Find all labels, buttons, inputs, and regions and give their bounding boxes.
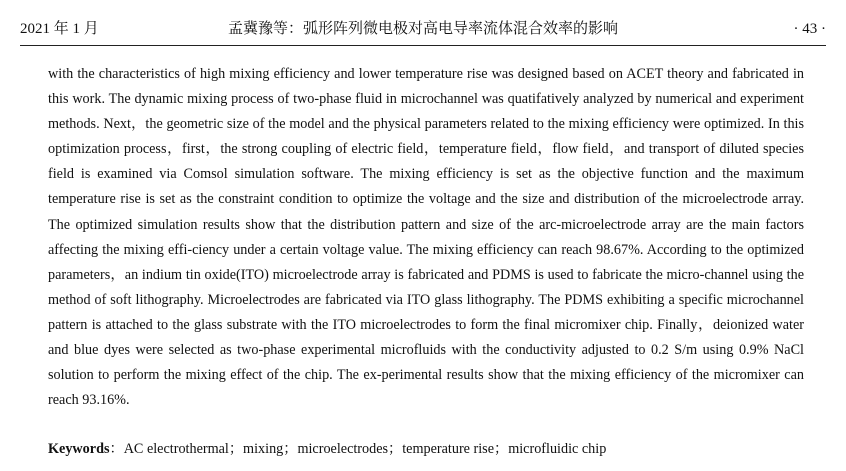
running-header xyxy=(20,16,826,42)
keywords-line xyxy=(48,437,808,462)
abstract-paragraph: with the characteristics of high mixing efficiency and lower temperature rise was designed based on ACET theory and fabricated in this work. The dynamic mixing process of two-phase fluid in microchannel was quatifatively analyzed by numerical and experiment methods. Next，the geometric size of the model and the physical parameters related to the mixing efficiency were optimized. In this optimization process，first，the strong coupling of electric field，temperature field，flow field，and transport of diluted species field is examined via Comsol simulation software. The mixing efficiency is set as the objective function and the maximum temperature rise is set as the constraint condition to optimize the voltage and the size and distribution of the microelectrode array. The optimized simulation results show that the distribution pattern and size of the arc-microelectrode array are the main factors affecting the mixing effi-ciency under a certain voltage value. The mixing efficiency can reach 98.67%. According to the optimized parameters，an indium tin oxide(ITO) microelectrode array is fabricated and PDMS is used to fabricate the micro-channel using the method of soft lithography. Microelectrodes are fabricated via ITO glass lithography. The PDMS exhibiting a specific microchannel pattern is attached to the glass substrate with the ITO microelectrodes to form the final micromixer chip. Finally，deionized water and blue dyes were selected as two-phase experimental microfluids with the conductivity adjusted to 0.2 S/m using 0.9% NaCl solution to perform the mixing effect of the chip. The ex-perimental results show that the mixing efficiency of the micromixer can reach 93.16%. xyxy=(48,66,804,409)
issue-date: 2021 年 1 月 xyxy=(20,21,99,37)
keywords-separator: ： xyxy=(109,441,124,457)
keywords-label: Keywords xyxy=(48,441,110,457)
keywords-list: AC electrothermal；mixing；microelectrodes；temperature rise；microfluidic chip xyxy=(123,441,607,457)
header-divider xyxy=(20,45,826,46)
page-number: · 43 · xyxy=(793,21,826,37)
running-title: 孟冀豫等：弧形阵列微电极对高电导率流体混合效率的影响 xyxy=(227,21,618,37)
